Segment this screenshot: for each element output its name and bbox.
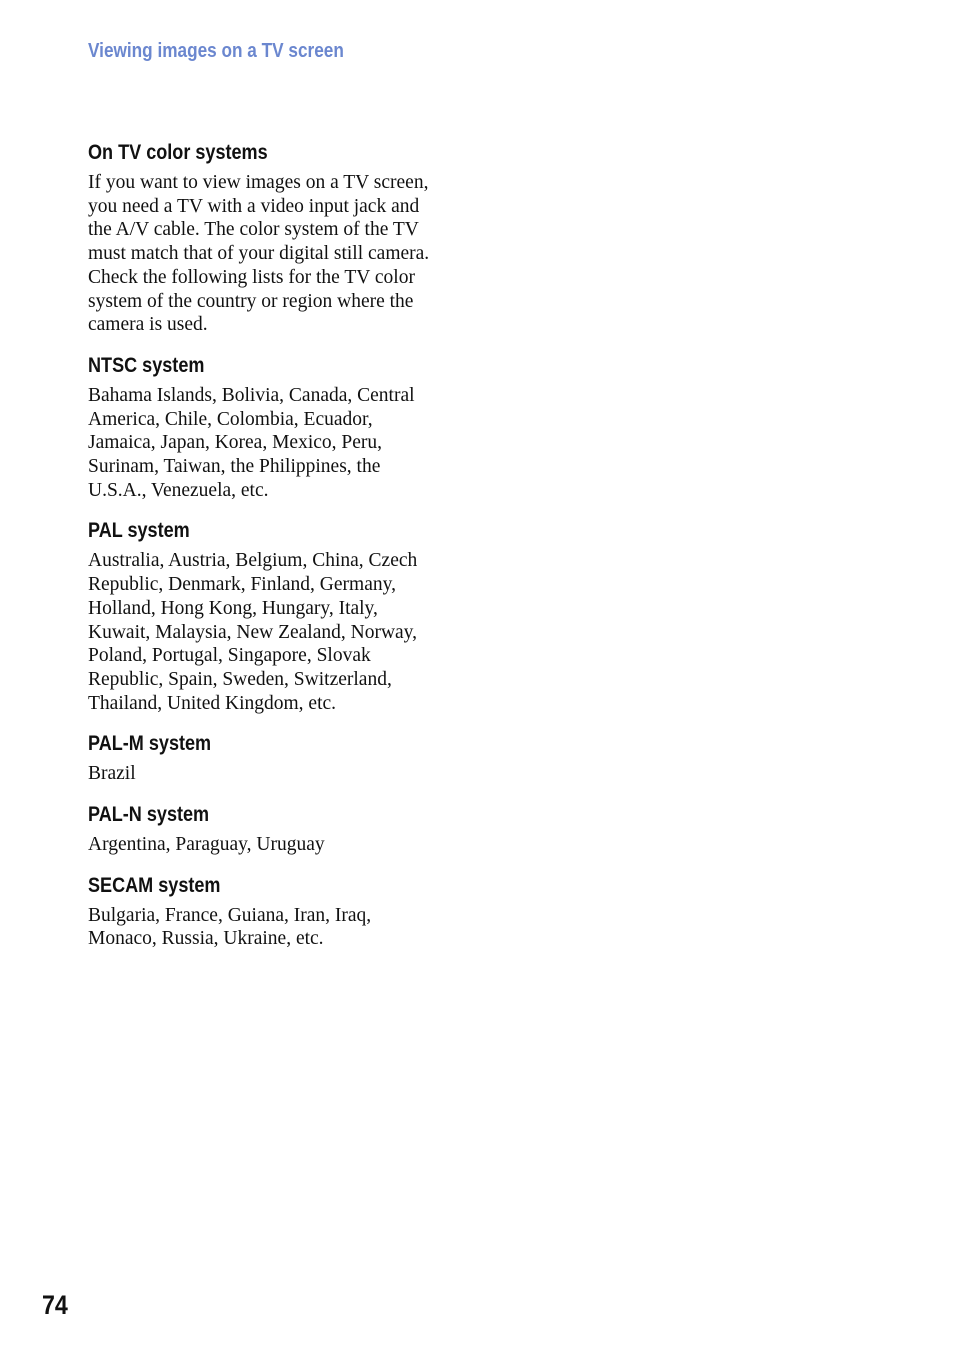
text-line: Republic, Denmark, Finland, Germany, bbox=[88, 574, 396, 596]
section-secam-system bbox=[88, 873, 458, 951]
text-line: the A/V cable. The color system of the TV bbox=[88, 219, 419, 241]
section-body bbox=[88, 762, 458, 786]
running-header: Viewing images on a TV screen bbox=[88, 40, 344, 62]
text-line: U.S.A., Venezuela, etc. bbox=[88, 479, 269, 501]
text-line: Jamaica, Japan, Korea, Mexico, Peru, bbox=[88, 432, 383, 454]
text-line: Bulgaria, France, Guiana, Iran, Iraq, bbox=[88, 904, 372, 926]
text-line: Check the following lists for the TV color bbox=[88, 266, 415, 288]
section-ntsc-system bbox=[88, 353, 458, 503]
main-column bbox=[88, 140, 458, 951]
text-line: Bahama Islands, Bolivia, Canada, Central bbox=[88, 384, 415, 406]
section-body bbox=[88, 904, 458, 951]
section-body bbox=[88, 171, 458, 337]
text-line: system of the country or region where the bbox=[88, 290, 414, 312]
text-line: Kuwait, Malaysia, New Zealand, Norway, bbox=[88, 621, 418, 643]
text-line: camera is used. bbox=[88, 314, 208, 336]
text-line: must match that of your digital still camera. bbox=[88, 243, 430, 265]
text-line: Argentina, Paraguay, Uruguay bbox=[88, 834, 325, 856]
text-line: Poland, Portugal, Singapore, Slovak bbox=[88, 645, 371, 667]
section-pal-system bbox=[88, 518, 458, 715]
text-line: you need a TV with a video input jack and bbox=[88, 195, 420, 217]
text-line: Monaco, Russia, Ukraine, etc. bbox=[88, 928, 324, 950]
section-heading: NTSC system bbox=[88, 353, 205, 377]
section-body bbox=[88, 833, 458, 857]
section-heading: PAL system bbox=[88, 519, 190, 543]
section-tv-color-systems bbox=[88, 140, 458, 337]
text-line: America, Chile, Colombia, Ecuador, bbox=[88, 408, 373, 430]
section-pal-m-system bbox=[88, 731, 458, 786]
page-number: 74 bbox=[42, 1290, 68, 1320]
text-line: Holland, Hong Kong, Hungary, Italy, bbox=[88, 597, 378, 619]
section-body bbox=[88, 549, 458, 715]
text-line: Surinam, Taiwan, the Philippines, the bbox=[88, 456, 381, 478]
text-line: Thailand, United Kingdom, etc. bbox=[88, 692, 337, 714]
section-heading: SECAM system bbox=[88, 873, 221, 897]
section-pal-n-system bbox=[88, 802, 458, 857]
text-line: Republic, Spain, Sweden, Switzerland, bbox=[88, 668, 392, 690]
text-line: Brazil bbox=[88, 763, 136, 785]
text-line: Australia, Austria, Belgium, China, Czech bbox=[88, 550, 418, 572]
section-heading: PAL-M system bbox=[88, 732, 212, 756]
text-line: If you want to view images on a TV screen, bbox=[88, 172, 429, 193]
section-heading: On TV color systems bbox=[88, 141, 268, 164]
section-body bbox=[88, 384, 458, 503]
section-heading: PAL-N system bbox=[88, 803, 210, 827]
